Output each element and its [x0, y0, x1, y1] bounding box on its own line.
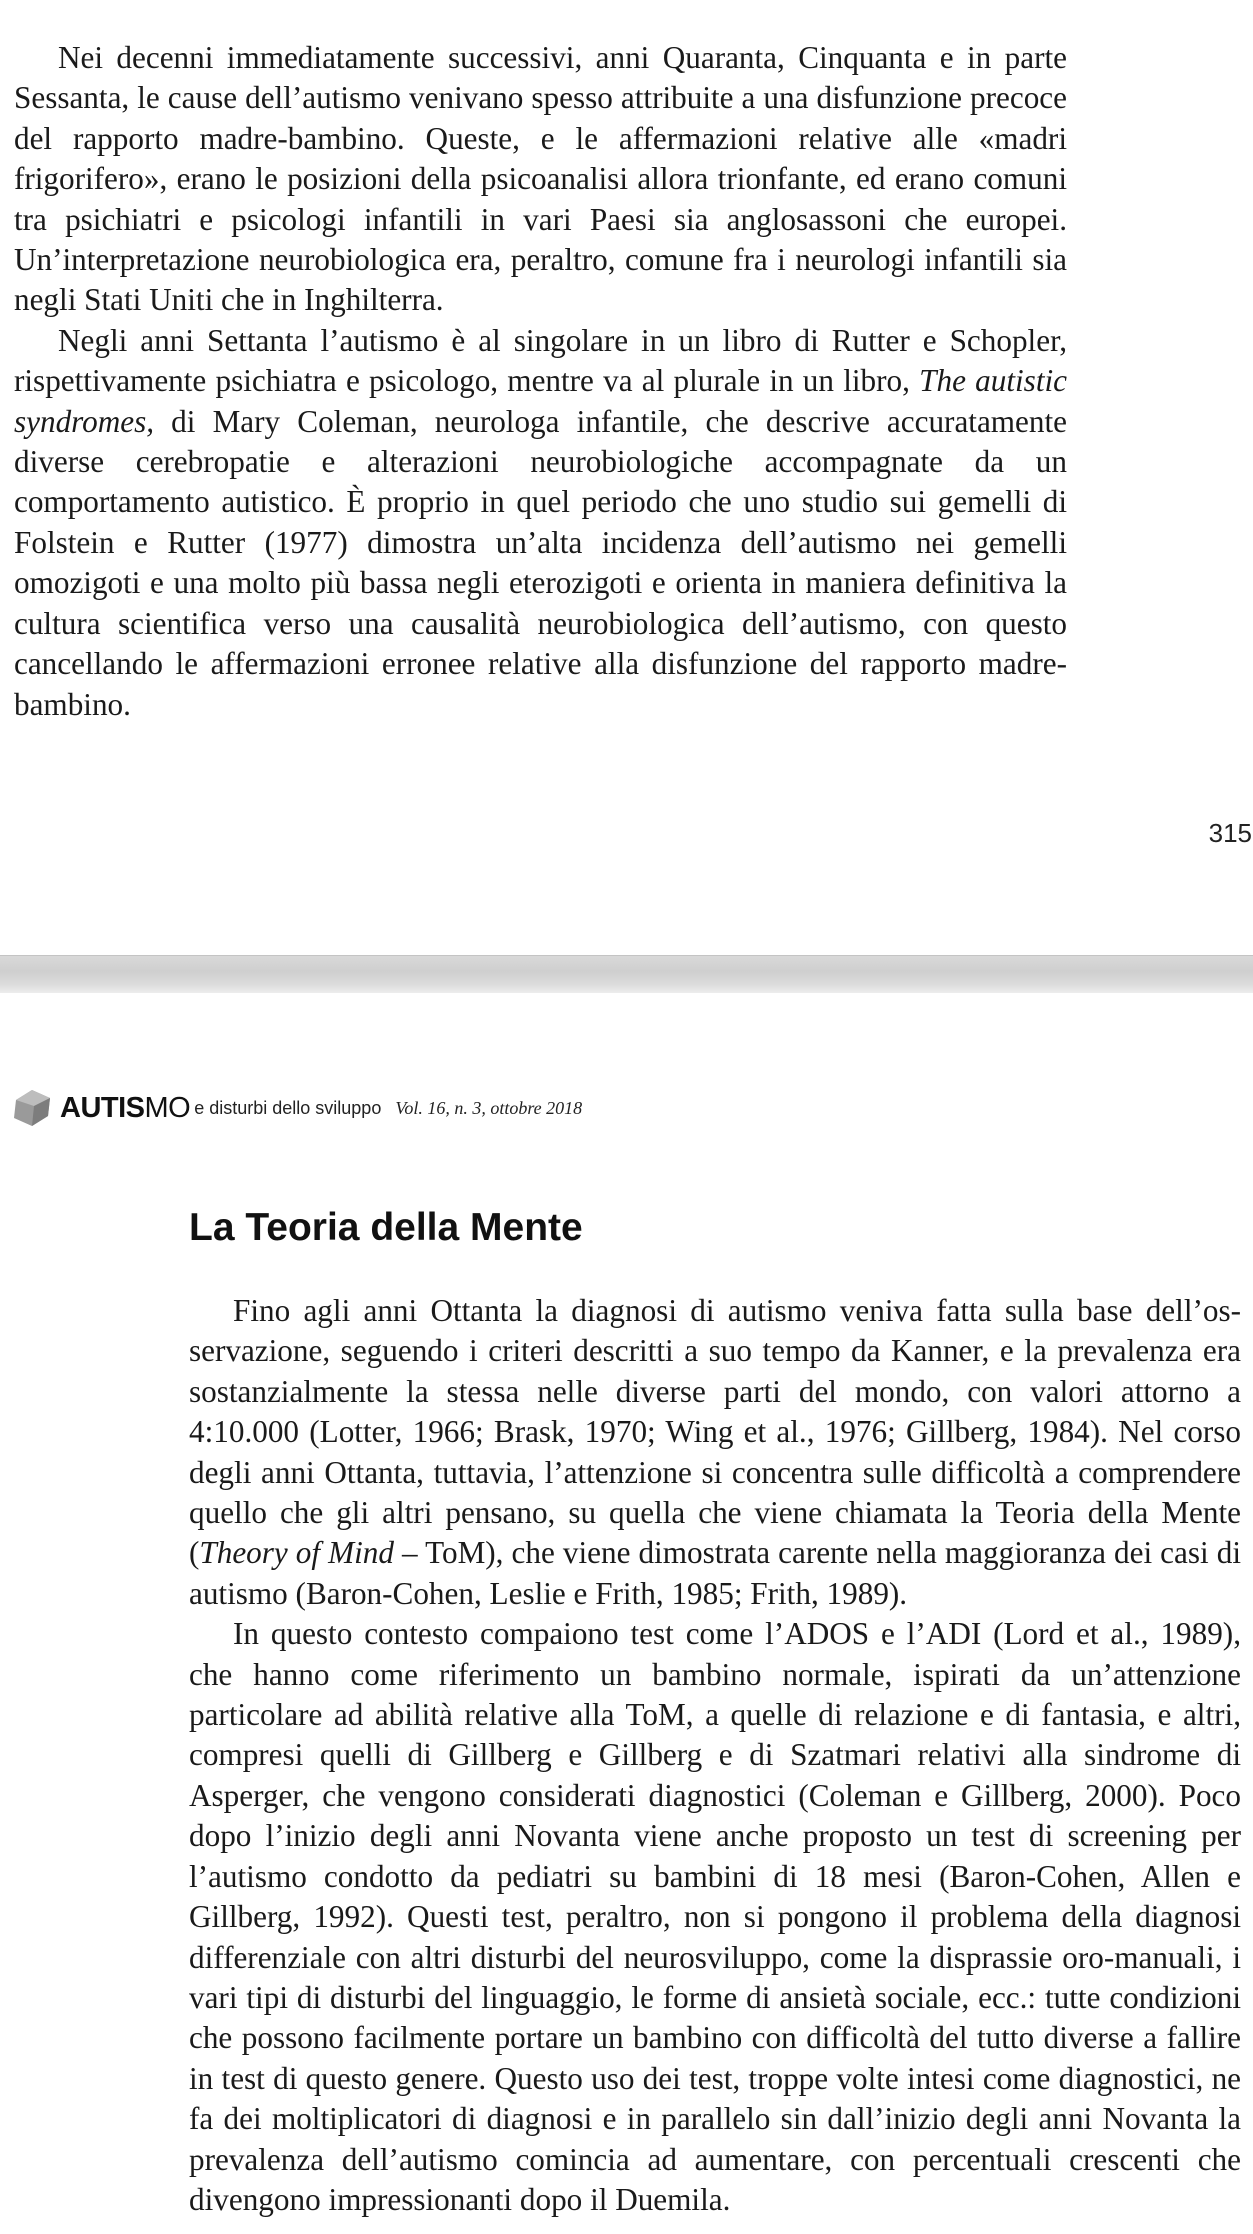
journal-subtitle: e disturbi dello sviluppo: [194, 1097, 382, 1118]
paragraph-eighties: [189, 1291, 1241, 1614]
section-title: La Teoria della Mente: [189, 1206, 583, 1249]
paragraph-seventies-text-b: di Mary Coleman, neurologa infantile, che descrive accuratamente diverse cerebropatie e alterazioni neurobiologiche accompagnate da un comportamento autistico. È proprio in quel periodo che uno studio sui gemelli di Folstein e Rutter (1977) dimostra un’alta incidenza dell’autismo nei gemelli omozigoti e una molto più bassa negli eterozigoti e orienta in maniera definitiva la cultura scientifica verso una causalità neurobiologica dell’autismo, con questo cancellando le affermazioni erronee relative alla disfunzione del rapporto madre-bambino.: [14, 403, 1067, 722]
page-number: 315: [1208, 818, 1252, 848]
paragraph-seventies-text-a: Negli anni Settanta l’autismo è al singolare in un libro di Rutter e Schopler, rispettivamente psichiatra e psicologo, mentre va al plurale in un libro,: [14, 322, 1067, 399]
top-page-body: [14, 38, 1067, 725]
theory-of-mind-term: Theory of Mind: [199, 1535, 394, 1571]
paragraph-psychoanalysis: Nei decenni immediatamente successivi, anni Quaranta, Cinquanta e in parte Sessanta, le cause dell’autismo venivano spesso attribuite a una disfunzione precoce del rapporto madre-bambino. Queste, e le affermazioni relative alle «madri frigorifero», erano le posizioni della psicoanalisi allora trionfante, ed erano comuni tra psichiatri e psicologi infantili in vari Paesi sia anglosassoni che europei. Un’interpretazione neurobiologica era, peraltro, comune fra i neurologi infantili sia negli Stati Uniti che in Inghilterra.: [14, 40, 1067, 318]
page-315: [0, 0, 1253, 955]
book-title-autistic-syndromes: The autistic syndromes,: [14, 363, 1067, 439]
journal-name-bold: AUTIS: [60, 1091, 145, 1124]
volume-info: Vol. 16, n. 3, ottobre 2018: [395, 1097, 583, 1118]
journal-logo-icon: [10, 1086, 54, 1130]
bottom-page-body: [189, 1291, 1241, 2220]
running-header: [10, 1088, 582, 1128]
paragraph-tests: In questo contesto compaiono test come l’ADOS e l’ADI (Lord et al., 1989), che hanno come riferimento un bambino normale, ispirati da un’attenzione particolare ad abilità relative alla ToM, a quelle di relazione e di fantasia, e altri, compresi quelli di Gillberg e Gillberg e di Szatmari relativi alla sindrome di Asperger, che vengono considerati diagnostici (Coleman e Gillberg, 2000). Poco dopo l’inizio degli anni Novanta viene anche proposto un test di screening per l’autismo condotto da pediatri su bambini di 18 mesi (Baron-Cohen, Allen e Gillberg, 1992). Questi test, peraltro, non si pongono il problema della diagnosi differenziale con altri disturbi del neurosviluppo, come la disprassie oro-manuali, i vari tipi di disturbi del linguaggio, le forme di ansietà sociale, ecc.: tutte condizioni che possono facilmente portare un bambino con difficoltà del tutto diverse a fallire in test di questo genere. Questo uso dei test, troppe volte intesi come diagnostici, ne fa dei moltiplicatori di diagnosi e in parallelo sin dall’inizio degli anni Novanta la prevalenza dell’autismo comincia ad aumentare, con percentuali crescenti che divengono impressionanti dopo il Duemila.: [189, 1616, 1241, 2217]
paragraph-seventies: [14, 321, 1067, 725]
journal-name: [60, 1092, 190, 1125]
page-separator: [0, 955, 1253, 994]
paragraph-eighties-text-b: – ToM), che viene dimostrata carente nella maggioranza dei casi di autismo (Baron-Cohen, Leslie e Frith, 1985; Frith, 1989).: [189, 1535, 1241, 1611]
paragraph-eighties-text-a: Fino agli anni Ottanta la diagnosi di autismo veniva fatta sulla base dell’osservazione, seguendo i criteri descritti a suo tempo da Kanner, e la prevalenza era sostanzialmente la stessa nelle diverse parti del mondo, con valori attorno a 4:10.000 (Lotter, 1966; Brask, 1970; Wing et al., 1976; Gillberg, 1984). Nel corso degli anni Ottanta, tuttavia, l’attenzione si concentra sulle difficoltà a comprendere quello che gli altri pensano, su quella che viene chiamata la Teoria della Mente (: [189, 1293, 1241, 1571]
journal-name-light: MO: [144, 1091, 191, 1124]
